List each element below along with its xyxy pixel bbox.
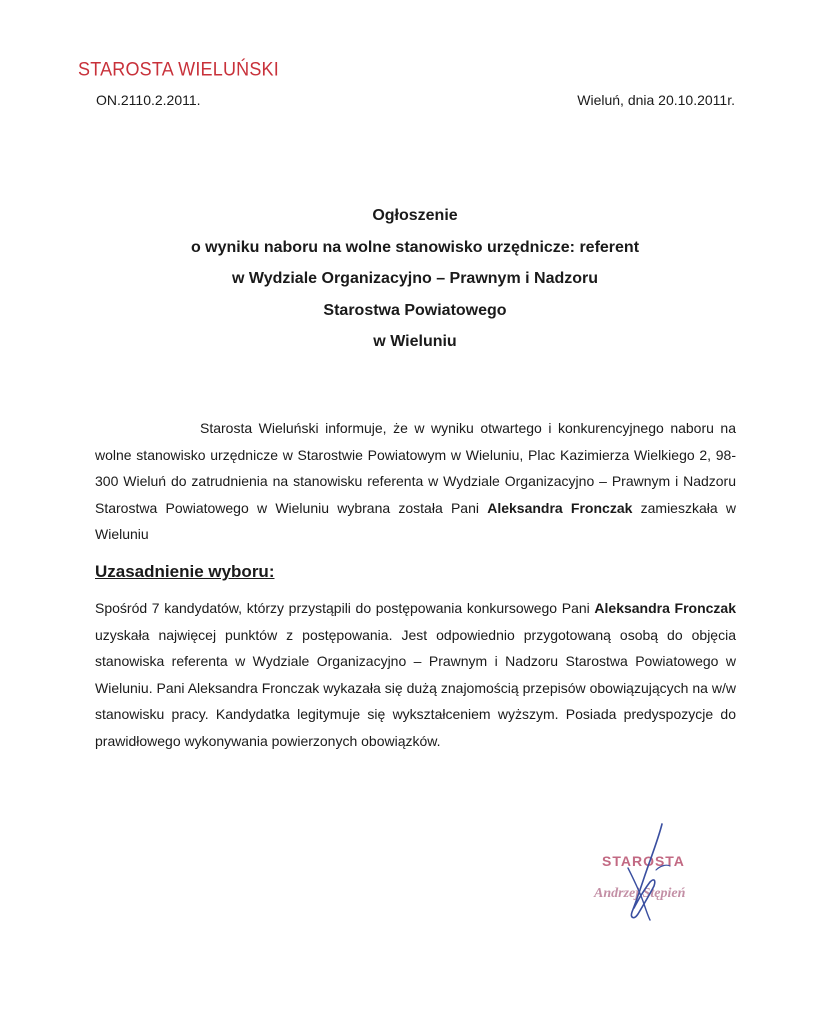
justification-heading: Uzasadnienie wyboru: [95, 562, 275, 581]
title-line-3: w Wydziale Organizacyjno – Prawnym i Nadzoru [231, 270, 599, 287]
announcement-text-before: Starosta Wieluński informuje, że w wyniku otwartego i konkurencyjnego naboru na wolne stanowisko urzędnicze w Starostwie Powiatowym w Wieluniu, Plac Kazimierza Wielkiego 2, 98-300 Wieluń do zatrudnienia na stanowisku referenta w Wydziale Organizacyjno – Prawnym i Nadzoru Starostwa Powiatowego w Wieluniu wybrana została Pani [95, 420, 736, 516]
justification-text-before: Spośród 7 kandydatów, którzy przystąpili do postępowania konkursowego Pani [95, 600, 595, 616]
justification-text-after: uzyskała najwięcej punktów z postępowania. Jest odpowiednio przygotowaną osobą do objęcia stanowiska referenta w Wydziale Organizacyjno – Prawnym i Nadzoru Starostwa Powiatowego w Wieluniu. Pani Aleksandra Fronczak wykazała się dużą znajomością przepisów obowiązujących na w/w stanowisku pracy. Kandydatka legitymuje się wykształceniem wyższym. Posiada predyspozycje do prawidłowego wykonywania powierzonych obowiązków. [95, 626, 736, 749]
title-line-2: o wyniku naboru na wolne stanowisko urzędnicze: referent [190, 238, 640, 256]
letterhead-issuer: STAROSTA WIELUŃSKI [78, 58, 279, 80]
handwritten-signature-icon [610, 820, 680, 930]
title-line-5: w Wieluniu [373, 333, 457, 350]
document-title [95, 200, 735, 358]
title-line-4: Starostwa Powiatowego [323, 301, 507, 319]
place-and-date: Wieluń, dnia 20.10.2011r. [577, 92, 735, 108]
title-line-1: Ogłoszenie [372, 207, 458, 224]
stamp-title: STAROSTA [602, 853, 685, 869]
reference-number: ON.2110.2.2011. [96, 92, 201, 108]
announcement-paragraph [95, 415, 736, 548]
justification-candidate-name: Aleksandra Fronczak [594, 600, 736, 616]
justification-paragraph [95, 595, 736, 754]
stamp-name: Andrzej Stępień [594, 886, 686, 901]
signature-stamp [590, 820, 750, 930]
announcement-text-after: zamieszkała w Wieluniu [95, 499, 736, 542]
selected-candidate-name: Aleksandra Fronczak [487, 499, 633, 516]
